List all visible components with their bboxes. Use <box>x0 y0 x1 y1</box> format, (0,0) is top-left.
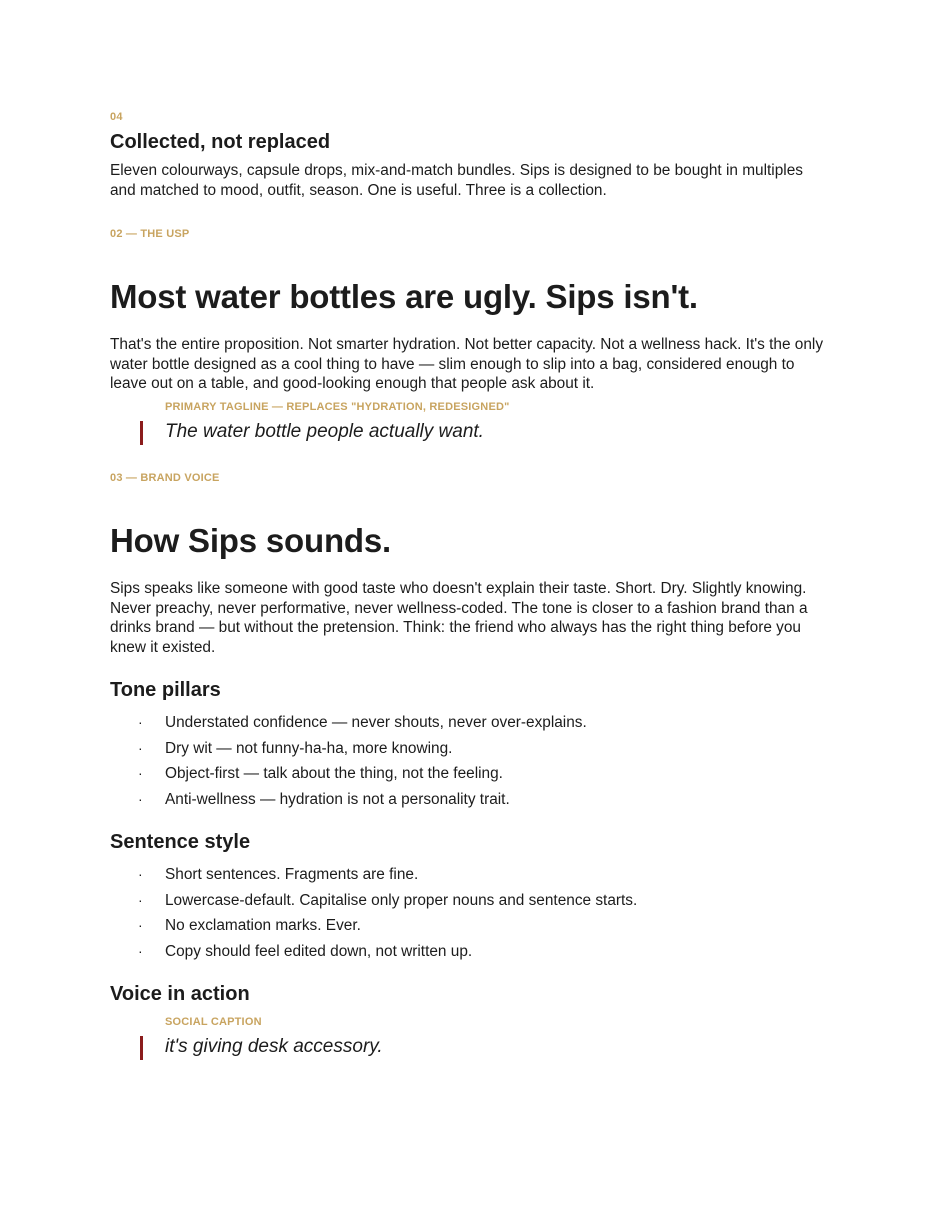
bullet-icon: · <box>138 942 143 959</box>
list-item: · Object-first — talk about the thing, not the feeling. <box>138 765 503 782</box>
list-item: · Copy should feel edited down, not written up. <box>138 942 473 960</box>
section-heading: Collected, not replaced <box>110 131 331 153</box>
tone-pillars-list <box>110 713 830 815</box>
list-item: · Dry wit — not funny-ha-ha, more knowing. <box>138 739 453 757</box>
bullet-icon: · <box>138 790 143 807</box>
quote-text: The water bottle people actually want. <box>165 421 484 442</box>
quote-bar <box>140 421 143 445</box>
page-title: How Sips sounds. <box>110 522 391 559</box>
quote-bar <box>140 1036 143 1060</box>
page-title: Most water bottles are ugly. Sips isn't. <box>110 278 698 315</box>
list-item: · Anti-wellness — hydration is not a personality trait. <box>138 790 510 808</box>
quote-text: it's giving desk accessory. <box>165 1036 383 1057</box>
section-body: Sips speaks like someone with good taste who doesn't explain their taste. Short. Dry. Slightly knowing. Never preachy, never performative, never wellness-coded. The tone is closer to a fashion brand than a drinks brand — but without the pretension. Think: the friend who always has the right thing before you knew it existed. <box>110 580 808 656</box>
section-number: 04 <box>110 111 123 123</box>
sentence-style-list <box>110 865 830 967</box>
subheading-voice-in-action: Voice in action <box>110 983 250 1005</box>
bullet-icon: · <box>138 714 143 730</box>
subheading-sentence-style: Sentence style <box>110 831 251 853</box>
section-eyebrow: 03 — BRAND VOICE <box>110 472 220 484</box>
list-item: · Understated confidence — never shouts, never over-explains. <box>138 714 587 731</box>
list-item: · No exclamation marks. Ever. <box>138 917 361 934</box>
section-eyebrow: 02 — THE USP <box>110 228 190 240</box>
bullet-icon: · <box>138 891 143 908</box>
bullet-icon: · <box>138 917 143 933</box>
quote-label: PRIMARY TAGLINE — REPLACES "HYDRATION, REDESIGNED" <box>165 401 510 413</box>
list-item: · Short sentences. Fragments are fine. <box>138 866 419 883</box>
quote-label: SOCIAL CAPTION <box>165 1016 262 1028</box>
subheading-tone-pillars: Tone pillars <box>110 679 221 701</box>
bullet-icon: · <box>138 866 143 882</box>
section-body: Eleven colourways, capsule drops, mix-and-match bundles. Sips is designed to be bought in multiples and matched to mood, outfit, season. One is useful. Three is a collection. <box>110 162 803 199</box>
bullet-icon: · <box>138 765 143 781</box>
list-item: · Lowercase-default. Capitalise only proper nouns and sentence starts. <box>138 891 638 909</box>
section-body: That's the entire proposition. Not smarter hydration. Not better capacity. Not a wellness hack. It's the only water bottle designed as a cool thing to have — slim enough to slip into a bag, considered enough to leave out on a table, and good-looking enough that people ask about it. <box>110 336 824 393</box>
bullet-icon: · <box>138 739 143 756</box>
